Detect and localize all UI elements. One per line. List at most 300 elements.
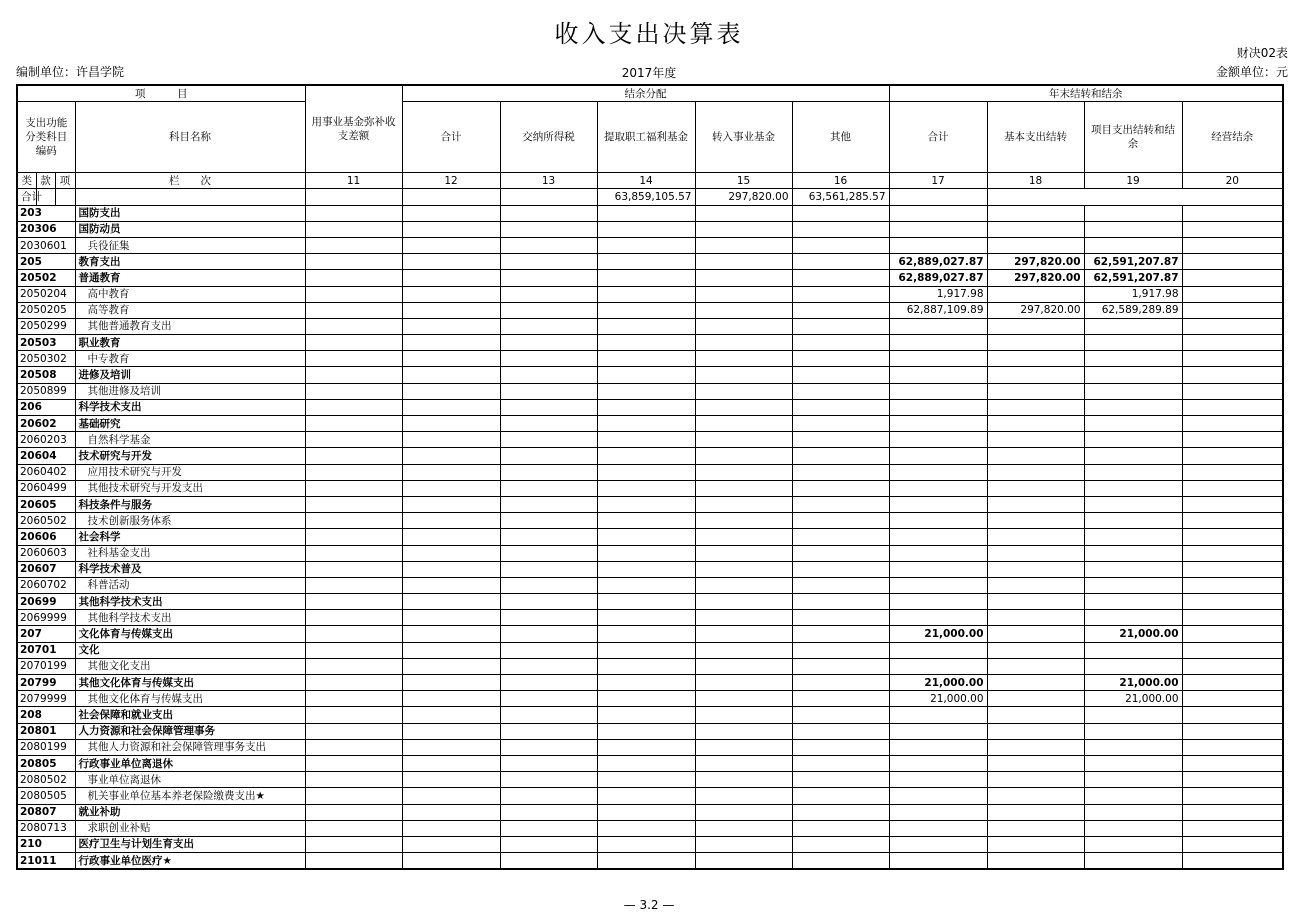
- row-code: 20604: [17, 448, 75, 464]
- cell-col-12: [402, 448, 500, 464]
- cell-col-17: [889, 205, 987, 221]
- cell-col-19: 21,000.00: [1084, 691, 1182, 707]
- cell-col-14: [597, 723, 695, 739]
- cell-col-14: [305, 189, 402, 205]
- table-row: [17, 853, 1283, 870]
- cell-col-17: [889, 642, 987, 658]
- cell-col-18: [987, 432, 1084, 448]
- cell-col-14: [597, 302, 695, 318]
- cell-col-14: [597, 594, 695, 610]
- cell-col-18: [987, 237, 1084, 253]
- cell-col-14: [597, 561, 695, 577]
- cell-col-20: [1182, 318, 1283, 334]
- row-code: 2060502: [17, 513, 75, 529]
- table-row: [17, 691, 1283, 707]
- cell-col-13: [500, 448, 597, 464]
- cell-col-13: [500, 351, 597, 367]
- cell-col-18: [987, 399, 1084, 415]
- cell-col-14: [597, 480, 695, 496]
- table-row: [17, 788, 1283, 804]
- cell-col-18: [987, 464, 1084, 480]
- table-row: [17, 254, 1283, 270]
- cell-col-13: [500, 723, 597, 739]
- cell-col-17: [889, 367, 987, 383]
- cell-col-18: [987, 351, 1084, 367]
- cell-col-16: [792, 545, 889, 561]
- cell-col-18: [987, 626, 1084, 642]
- cell-col-20: [1182, 594, 1283, 610]
- cell-col-12: [402, 642, 500, 658]
- cell-col-17: 62,889,027.87: [889, 270, 987, 286]
- cell-col-14: [597, 367, 695, 383]
- cell-col-18: [987, 658, 1084, 674]
- cell-col-14: [597, 788, 695, 804]
- cell-col-14: [597, 464, 695, 480]
- cell-col-18: [987, 383, 1084, 399]
- cell-col-20: [1182, 302, 1283, 318]
- cell-col-11: [305, 658, 402, 674]
- cell-col-19: [1084, 221, 1182, 237]
- cell-col-15: [695, 675, 792, 691]
- cell-col-12: [402, 496, 500, 512]
- cell-col-20: [1182, 286, 1283, 302]
- form-number: 财决02表: [1236, 46, 1288, 60]
- cell-col-11: [305, 513, 402, 529]
- cell-col-15: [695, 853, 792, 870]
- cell-col-11: [305, 480, 402, 496]
- cell-col-20: [1182, 772, 1283, 788]
- cell-col-17: [889, 820, 987, 836]
- cell-col-18: [987, 205, 1084, 221]
- row-name: 自然科学基金: [75, 432, 305, 448]
- cell-col-16: [792, 626, 889, 642]
- cell-col-12: [402, 853, 500, 870]
- cell-col-20: [1182, 820, 1283, 836]
- table-row: [17, 529, 1283, 545]
- cell-col-11: [305, 707, 402, 723]
- cell-col-13: [500, 529, 597, 545]
- cell-col-15: [695, 804, 792, 820]
- table-row: [17, 820, 1283, 836]
- cell-col-19: [1084, 399, 1182, 415]
- cell-col-20: [1182, 464, 1283, 480]
- cell-col-12: [402, 529, 500, 545]
- cell-col-19: [1084, 739, 1182, 755]
- cell-col-11: [305, 561, 402, 577]
- cell-col-16: [792, 836, 889, 852]
- row-code: 20606: [17, 529, 75, 545]
- cell-col-15: [695, 286, 792, 302]
- cell-col-15: [695, 318, 792, 334]
- cell-col-16: [792, 496, 889, 512]
- cell-col-16: [792, 691, 889, 707]
- cell-col-19: 21,000.00: [1084, 675, 1182, 691]
- cell-col-19: [1084, 836, 1182, 852]
- cell-col-15: [695, 254, 792, 270]
- cell-col-12: [402, 577, 500, 593]
- cell-col-15: [695, 432, 792, 448]
- row-name: 兵役征集: [75, 237, 305, 253]
- cell-col-14: [597, 739, 695, 755]
- cell-col-20: [1182, 642, 1283, 658]
- cell-col-20: [1182, 691, 1283, 707]
- cell-col-12: [402, 351, 500, 367]
- row-name: 技术研究与开发: [75, 448, 305, 464]
- row-name: 其他科学技术支出: [75, 594, 305, 610]
- row-name: 高中教育: [75, 286, 305, 302]
- cell-col-15: [695, 448, 792, 464]
- cell-col-16: [792, 772, 889, 788]
- cell-col-20: [1182, 416, 1283, 432]
- table-row: [17, 675, 1283, 691]
- cell-col-19: [1084, 853, 1182, 870]
- row-code: 20699: [17, 594, 75, 610]
- row-name: 医疗卫生与计划生育支出: [75, 836, 305, 852]
- cell-col-19: [1084, 480, 1182, 496]
- cell-col-16: [792, 335, 889, 351]
- cell-col-20: [1182, 739, 1283, 755]
- row-code: 2050205: [17, 302, 75, 318]
- table-row: [17, 318, 1283, 334]
- cell-col-17: [889, 739, 987, 755]
- row-name: 科学技术支出: [75, 399, 305, 415]
- cell-col-19: [1084, 545, 1182, 561]
- col-12-number: 12: [402, 173, 500, 189]
- report-year: 2017年度: [621, 66, 677, 80]
- cell-col-20: [1182, 755, 1283, 771]
- cell-col-15: [695, 739, 792, 755]
- row-code: 20799: [17, 675, 75, 691]
- col-17-number: 17: [889, 173, 987, 189]
- cell-col-19: [1084, 658, 1182, 674]
- row-name: 其他文化体育与传媒支出: [75, 675, 305, 691]
- cell-col-13: [500, 658, 597, 674]
- cell-col-11: [305, 464, 402, 480]
- cell-col-16: [792, 755, 889, 771]
- cell-col-14: [597, 286, 695, 302]
- cell-col-15: [695, 820, 792, 836]
- row-code: 205: [17, 254, 75, 270]
- cell-col-12: [402, 723, 500, 739]
- row-name: 其他普通教育支出: [75, 318, 305, 334]
- cell-col-19: [1084, 529, 1182, 545]
- cell-col-12: [402, 399, 500, 415]
- cell-col-18: [987, 416, 1084, 432]
- item-header: 项 目: [17, 85, 305, 102]
- cell-col-11: [305, 545, 402, 561]
- cell-col-12: [402, 658, 500, 674]
- cell-col-17: [889, 772, 987, 788]
- row-code: 20503: [17, 335, 75, 351]
- cell-col-11: [305, 448, 402, 464]
- cell-col-13: [500, 270, 597, 286]
- cell-col-18: [987, 318, 1084, 334]
- cell-col-11: [305, 820, 402, 836]
- cell-col-18: [987, 642, 1084, 658]
- cell-col-20: [1182, 804, 1283, 820]
- row-code: 2069999: [17, 610, 75, 626]
- row-name: 应用技术研究与开发: [75, 464, 305, 480]
- cell-col-18: [987, 772, 1084, 788]
- cell-col-20: [1182, 545, 1283, 561]
- table-row: [17, 772, 1283, 788]
- row-code: 2079999: [17, 691, 75, 707]
- cell-col-13: [500, 416, 597, 432]
- cell-col-15: [695, 480, 792, 496]
- row-code: 2060203: [17, 432, 75, 448]
- cell-col-12: [402, 772, 500, 788]
- cell-col-12: [402, 302, 500, 318]
- cell-col-18: [987, 577, 1084, 593]
- row-name: 行政事业单位离退休: [75, 755, 305, 771]
- cell-col-12: [55, 189, 75, 205]
- cell-col-18: [987, 513, 1084, 529]
- cell-col-20: [1182, 205, 1283, 221]
- cell-col-11: [305, 237, 402, 253]
- cell-col-19: [1084, 448, 1182, 464]
- table-row: [17, 367, 1283, 383]
- cell-col-14: [597, 496, 695, 512]
- cell-col-13: [500, 610, 597, 626]
- cell-col-20: [889, 189, 987, 205]
- cell-col-16: [792, 351, 889, 367]
- cell-col-17: [889, 318, 987, 334]
- cell-col-12: [402, 836, 500, 852]
- cell-col-13: [500, 772, 597, 788]
- col-20-header: 经营结余: [1182, 102, 1283, 173]
- cell-col-13: [500, 853, 597, 870]
- cell-col-19: [1084, 351, 1182, 367]
- cell-col-17: [889, 658, 987, 674]
- cell-col-20: [1182, 675, 1283, 691]
- cell-col-11: [305, 642, 402, 658]
- table-row: [17, 351, 1283, 367]
- cell-col-13: [500, 237, 597, 253]
- cell-col-13: [500, 739, 597, 755]
- row-code: 2050204: [17, 286, 75, 302]
- cell-col-18: [987, 675, 1084, 691]
- cell-col-12: [402, 739, 500, 755]
- cell-col-13: [500, 480, 597, 496]
- cell-col-11: [305, 205, 402, 221]
- cell-col-16: [792, 270, 889, 286]
- row-code: 207: [17, 626, 75, 642]
- cell-col-15: [695, 513, 792, 529]
- cell-col-12: [402, 561, 500, 577]
- row-name: 人力资源和社会保障管理事务: [75, 723, 305, 739]
- cell-col-11: [305, 788, 402, 804]
- cell-col-20: [1182, 577, 1283, 593]
- cell-col-12: [402, 416, 500, 432]
- cell-col-11: [305, 594, 402, 610]
- cell-col-11: [305, 529, 402, 545]
- income-expense-table: [16, 84, 1284, 870]
- cell-col-18: [987, 820, 1084, 836]
- row-code: 2030601: [17, 237, 75, 253]
- cell-col-16: [792, 448, 889, 464]
- cell-col-17: [889, 513, 987, 529]
- lei-label: 类: [17, 173, 36, 189]
- cell-col-14: [597, 383, 695, 399]
- col-11-number: 11: [305, 173, 402, 189]
- table-row: [17, 432, 1283, 448]
- row-code: 203: [17, 205, 75, 221]
- cell-col-17: [889, 237, 987, 253]
- cell-col-14: [597, 416, 695, 432]
- cell-col-12: [402, 610, 500, 626]
- cell-col-20: [1182, 658, 1283, 674]
- cell-col-13: [500, 496, 597, 512]
- table-row: [17, 448, 1283, 464]
- cell-col-14: [597, 351, 695, 367]
- cell-col-14: [597, 318, 695, 334]
- cell-col-17: 21,000.00: [889, 626, 987, 642]
- cell-col-17: [889, 804, 987, 820]
- cell-col-19: 62,591,207.87: [1084, 270, 1182, 286]
- cell-col-19: [1084, 610, 1182, 626]
- cell-col-17: [889, 432, 987, 448]
- cell-col-15: [695, 691, 792, 707]
- cell-col-14: [597, 675, 695, 691]
- cell-col-16: [792, 529, 889, 545]
- cell-col-15: [695, 496, 792, 512]
- cell-col-12: [402, 464, 500, 480]
- row-code: 208: [17, 707, 75, 723]
- cell-col-12: [402, 707, 500, 723]
- lanci-label: 栏 次: [75, 173, 305, 189]
- cell-col-18: [987, 448, 1084, 464]
- row-name: 科学技术普及: [75, 561, 305, 577]
- row-code: 20701: [17, 642, 75, 658]
- cell-col-12: [402, 318, 500, 334]
- cell-col-12: [402, 804, 500, 820]
- row-name: 机关事业单位基本养老保险缴费支出★: [75, 788, 305, 804]
- cell-col-18: 297,820.00: [987, 302, 1084, 318]
- cell-col-13: [75, 189, 305, 205]
- table-row: [17, 399, 1283, 415]
- cell-col-18: [987, 367, 1084, 383]
- cell-col-12: [402, 270, 500, 286]
- col-12-header: 合计: [402, 102, 500, 173]
- cell-col-12: [402, 221, 500, 237]
- cell-col-18: [987, 221, 1084, 237]
- cell-col-11: [305, 335, 402, 351]
- row-name: 就业补助: [75, 804, 305, 820]
- cell-col-15: [695, 221, 792, 237]
- cell-col-18: [987, 594, 1084, 610]
- cell-col-16: [792, 367, 889, 383]
- row-code: 2050302: [17, 351, 75, 367]
- cell-col-17: 21,000.00: [889, 675, 987, 691]
- cell-col-14: [597, 529, 695, 545]
- cell-col-11: [305, 675, 402, 691]
- cell-col-16: [792, 513, 889, 529]
- row-name: 科技条件与服务: [75, 496, 305, 512]
- cell-col-17: [889, 723, 987, 739]
- cell-col-12: [402, 820, 500, 836]
- cell-col-12: [402, 626, 500, 642]
- table-row: [17, 513, 1283, 529]
- cell-col-19: [1084, 416, 1182, 432]
- cell-col-11: [305, 399, 402, 415]
- col-20-number: 20: [1182, 173, 1283, 189]
- cell-col-15: [695, 755, 792, 771]
- cell-col-16: [792, 221, 889, 237]
- cell-col-14: [597, 237, 695, 253]
- cell-col-13: [500, 691, 597, 707]
- cell-col-16: [792, 804, 889, 820]
- cell-col-20: [1182, 529, 1283, 545]
- cell-col-18: [987, 286, 1084, 302]
- cell-col-19: [1084, 432, 1182, 448]
- cell-col-14: [597, 205, 695, 221]
- cell-col-12: [402, 691, 500, 707]
- cell-col-11: [305, 577, 402, 593]
- cell-col-15: [695, 723, 792, 739]
- cell-col-11: [305, 432, 402, 448]
- cell-col-19: [1084, 464, 1182, 480]
- table-row: [17, 594, 1283, 610]
- row-code: 206: [17, 399, 75, 415]
- cell-col-19: [1084, 513, 1182, 529]
- cell-col-11: [305, 496, 402, 512]
- table-body: [17, 189, 1283, 869]
- cell-col-12: [402, 383, 500, 399]
- cell-col-13: [500, 254, 597, 270]
- cell-col-17: [889, 577, 987, 593]
- cell-col-11: [305, 318, 402, 334]
- cell-col-18: 297,820.00: [987, 254, 1084, 270]
- cell-col-18: 297,820.00: [695, 189, 792, 205]
- cell-col-17: [889, 788, 987, 804]
- table-row: [17, 205, 1283, 221]
- cell-col-15: [402, 189, 500, 205]
- row-name: 职业教育: [75, 335, 305, 351]
- cell-col-13: [500, 820, 597, 836]
- table-row: [17, 237, 1283, 253]
- cell-col-14: [597, 853, 695, 870]
- cell-col-16: [792, 205, 889, 221]
- cell-col-11: [305, 739, 402, 755]
- row-code: 20306: [17, 221, 75, 237]
- cell-col-19: [1084, 383, 1182, 399]
- cell-col-19: [1084, 707, 1182, 723]
- cell-col-14: [597, 221, 695, 237]
- cell-col-15: [695, 626, 792, 642]
- cell-col-20: [1182, 237, 1283, 253]
- cell-col-15: [695, 642, 792, 658]
- cell-col-16: [792, 723, 889, 739]
- row-name: 社会科学: [75, 529, 305, 545]
- cell-col-19: [1084, 561, 1182, 577]
- cell-col-11: [305, 302, 402, 318]
- cell-col-14: [597, 755, 695, 771]
- table-row: [17, 804, 1283, 820]
- cell-col-11: [305, 804, 402, 820]
- cell-col-20: [1182, 610, 1283, 626]
- cell-col-17: [889, 480, 987, 496]
- cell-col-14: [597, 804, 695, 820]
- cell-col-20: [1182, 383, 1283, 399]
- code-header: 支出功能分类科目编码: [17, 102, 75, 173]
- cell-col-18: [987, 529, 1084, 545]
- cell-col-13: [500, 836, 597, 852]
- cell-col-17: [889, 594, 987, 610]
- row-name: 其他文化支出: [75, 658, 305, 674]
- cell-col-20: [1182, 496, 1283, 512]
- col-14-header: 提取职工福利基金: [597, 102, 695, 173]
- cell-col-18: [987, 755, 1084, 771]
